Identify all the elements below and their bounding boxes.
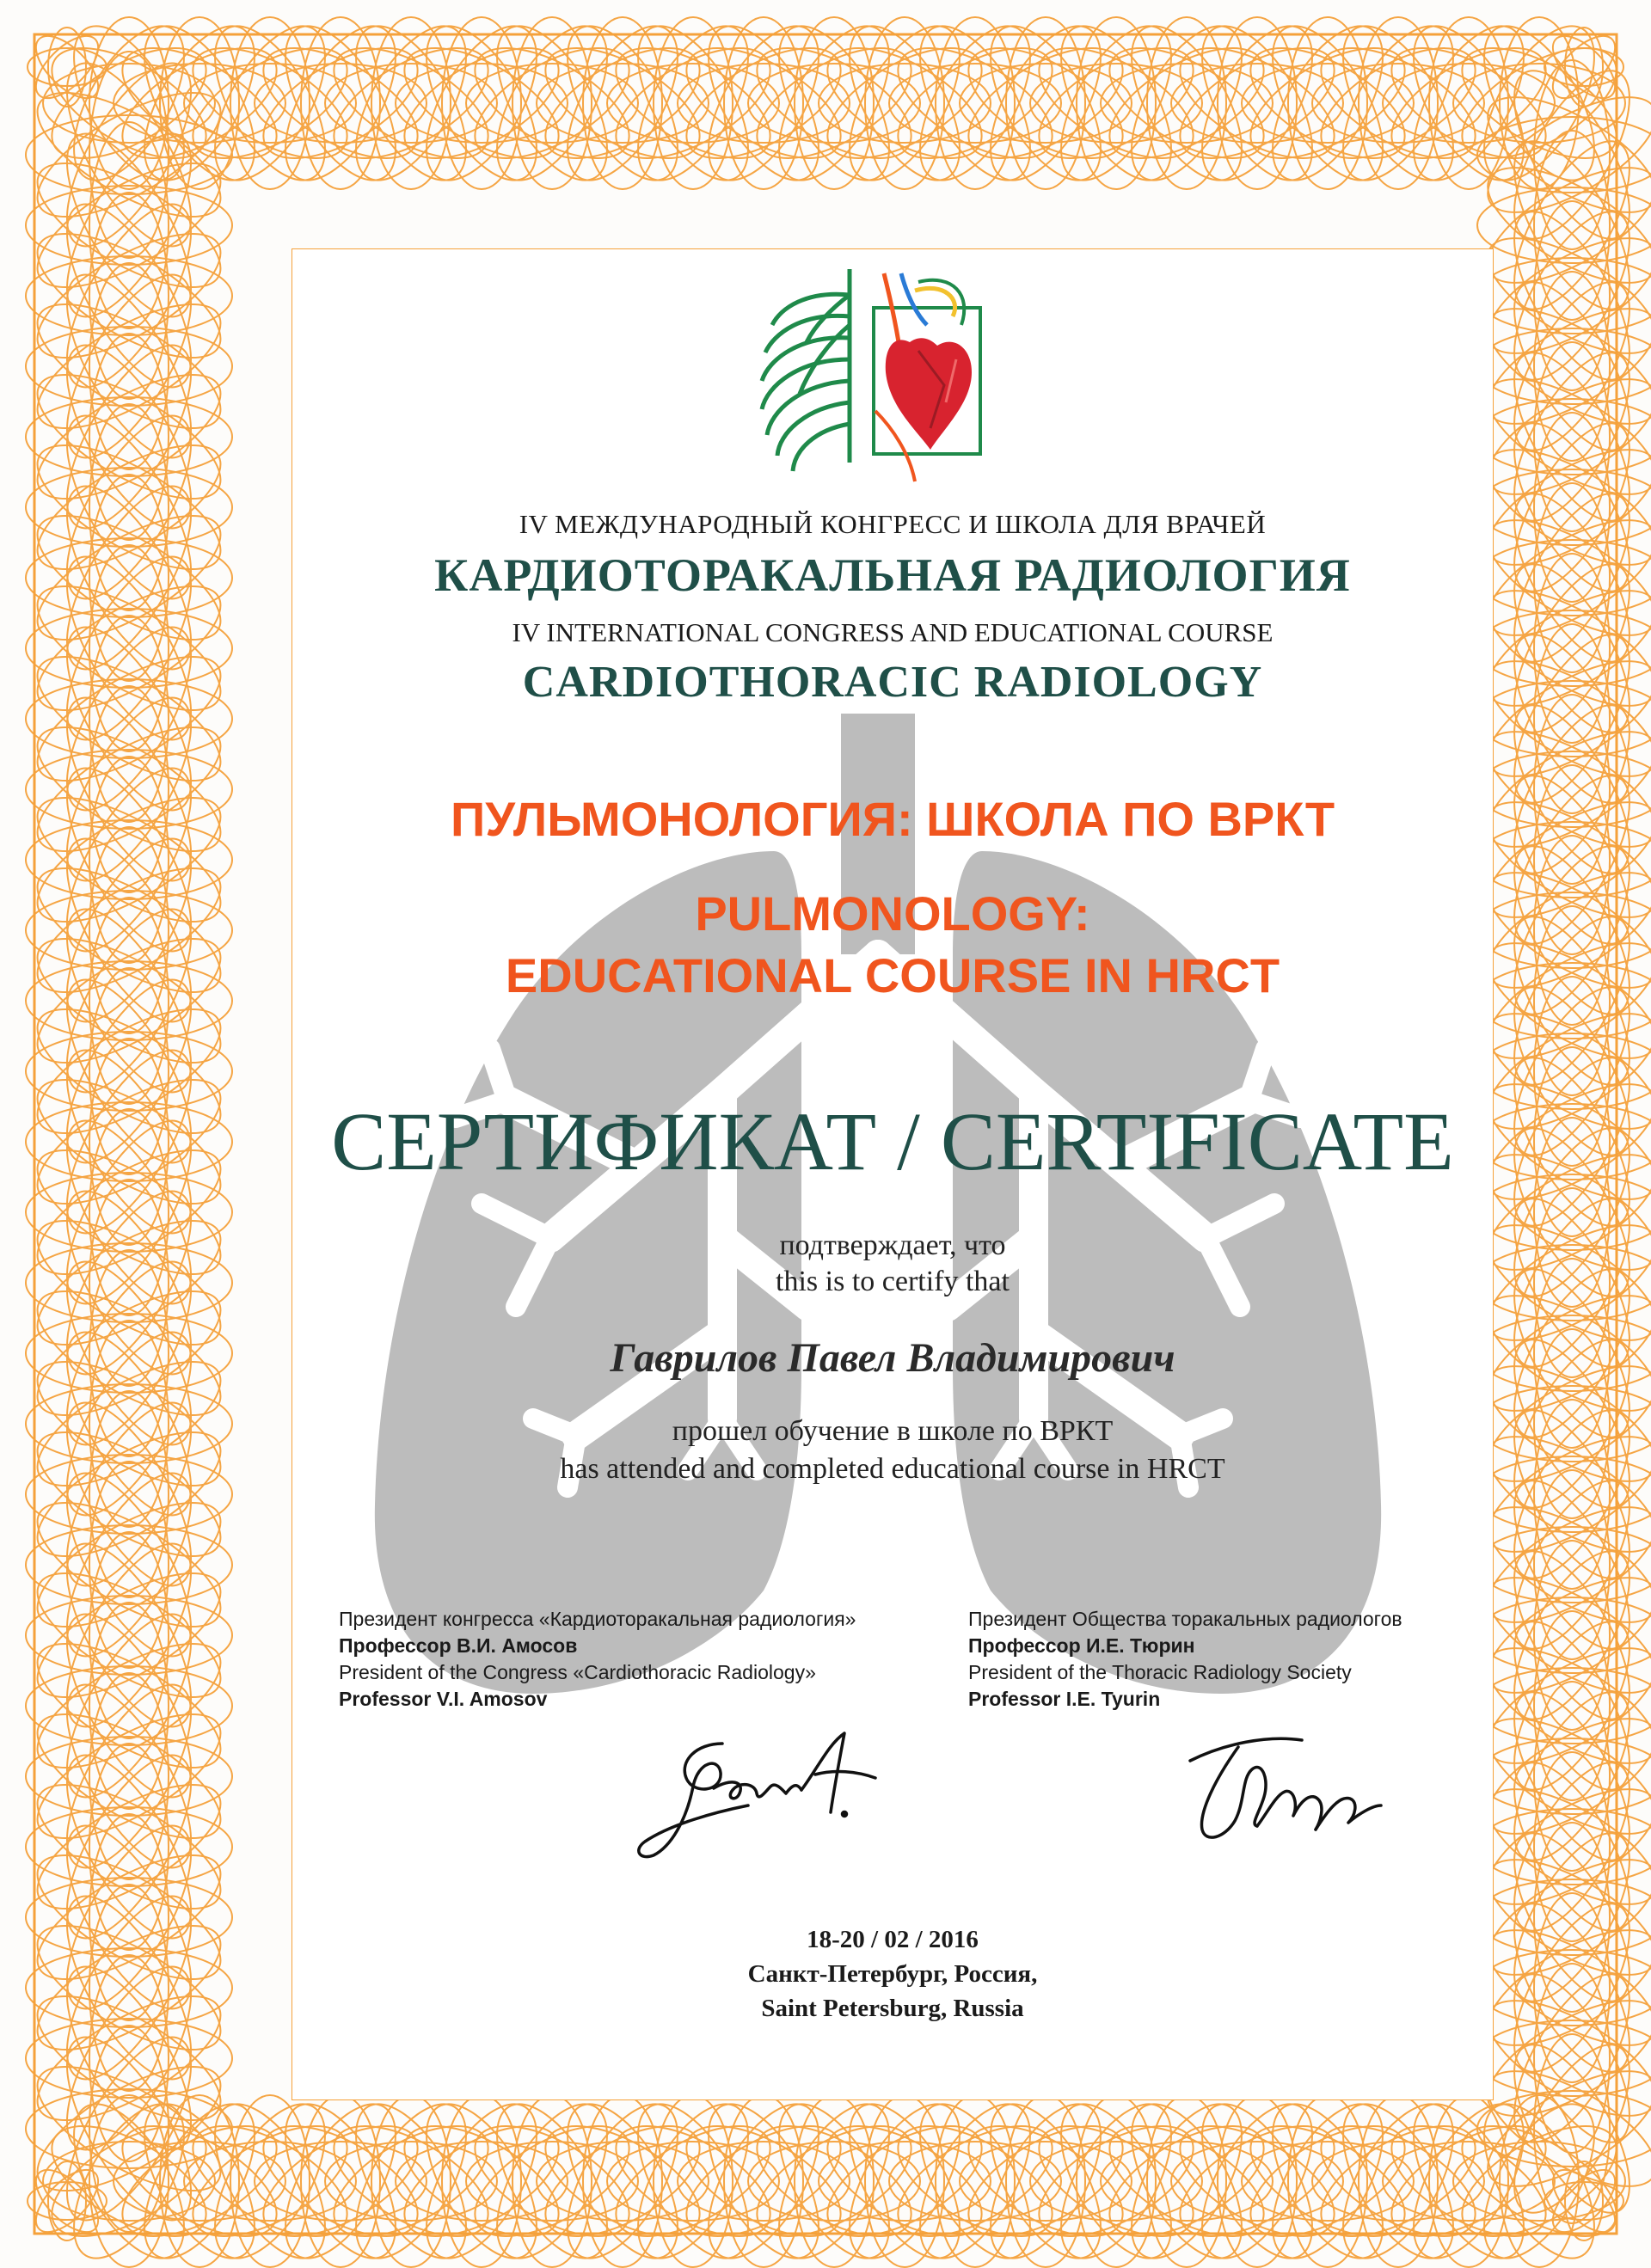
confirms-text-ru: подтверждает, что xyxy=(779,1229,1006,1261)
attended-text-en: has attended and completed educational course in HRCT xyxy=(560,1453,1225,1485)
signatory-block-left xyxy=(339,1606,856,1713)
congress-title-en: CARDIOTHORACIC RADIOLOGY xyxy=(522,658,1263,707)
event-city-en: Saint Petersburg, Russia xyxy=(761,1995,1024,2022)
confirms-text-en: this is to certify that xyxy=(776,1266,1010,1297)
signatory-role-ru: Президент Общества торакальных радиологов xyxy=(968,1608,1402,1630)
signatory-role-en: President of the Congress «Cardiothoracic Radiology» xyxy=(339,1661,816,1683)
congress-line-ru: IV МЕЖДУНАРОДНЫЙ КОНГРЕСС И ШКОЛА ДЛЯ ВРАЧЕЙ xyxy=(519,509,1267,539)
heart-icon xyxy=(874,273,980,481)
signature-tyurin xyxy=(1156,1709,1414,1855)
event-date: 18-20 / 02 / 2016 xyxy=(807,1926,979,1953)
signatory-role-ru: Президент конгресса «Кардиоторакальная радиология» xyxy=(339,1608,856,1630)
cardiothoracic-logo xyxy=(746,256,1004,490)
ribcage-icon xyxy=(762,269,850,471)
school-title-en-line2: EDUCATIONAL COURSE IN HRCT xyxy=(505,948,1280,1002)
signatory-block-right xyxy=(968,1606,1402,1713)
signature-amosov xyxy=(619,1709,894,1873)
signatory-role-en: President of the Thoracic Radiology Society xyxy=(968,1661,1352,1683)
signatory-name-en: Professor V.I. Amosov xyxy=(339,1688,548,1710)
event-city-ru: Санкт-Петербург, Россия, xyxy=(747,1960,1038,1988)
attended-text-ru: прошел обучение в школе по ВРКТ xyxy=(672,1415,1114,1447)
signatory-name-ru: Профессор В.И. Амосов xyxy=(339,1634,578,1657)
signatory-name-ru: Профессор И.Е. Тюрин xyxy=(968,1634,1195,1657)
congress-title-ru: КАРДИОТОРАКАЛЬНАЯ РАДИОЛОГИЯ xyxy=(434,549,1351,601)
certificate-panel xyxy=(292,249,1493,2099)
school-title-ru: ПУЛЬМОНОЛОГИЯ: ШКОЛА ПО ВРКТ xyxy=(450,792,1335,846)
signatory-name-en: Professor I.E. Tyurin xyxy=(968,1688,1161,1710)
congress-line-en: IV INTERNATIONAL CONGRESS AND EDUCATIONAL COURSE xyxy=(512,617,1274,647)
school-title-en-line1: PULMONOLOGY: xyxy=(695,886,1090,941)
certificate-title: СЕРТИФИКАТ / CERTIFICATE xyxy=(331,1095,1454,1187)
recipient-name: Гаврилов Павел Владимирович xyxy=(610,1335,1175,1381)
